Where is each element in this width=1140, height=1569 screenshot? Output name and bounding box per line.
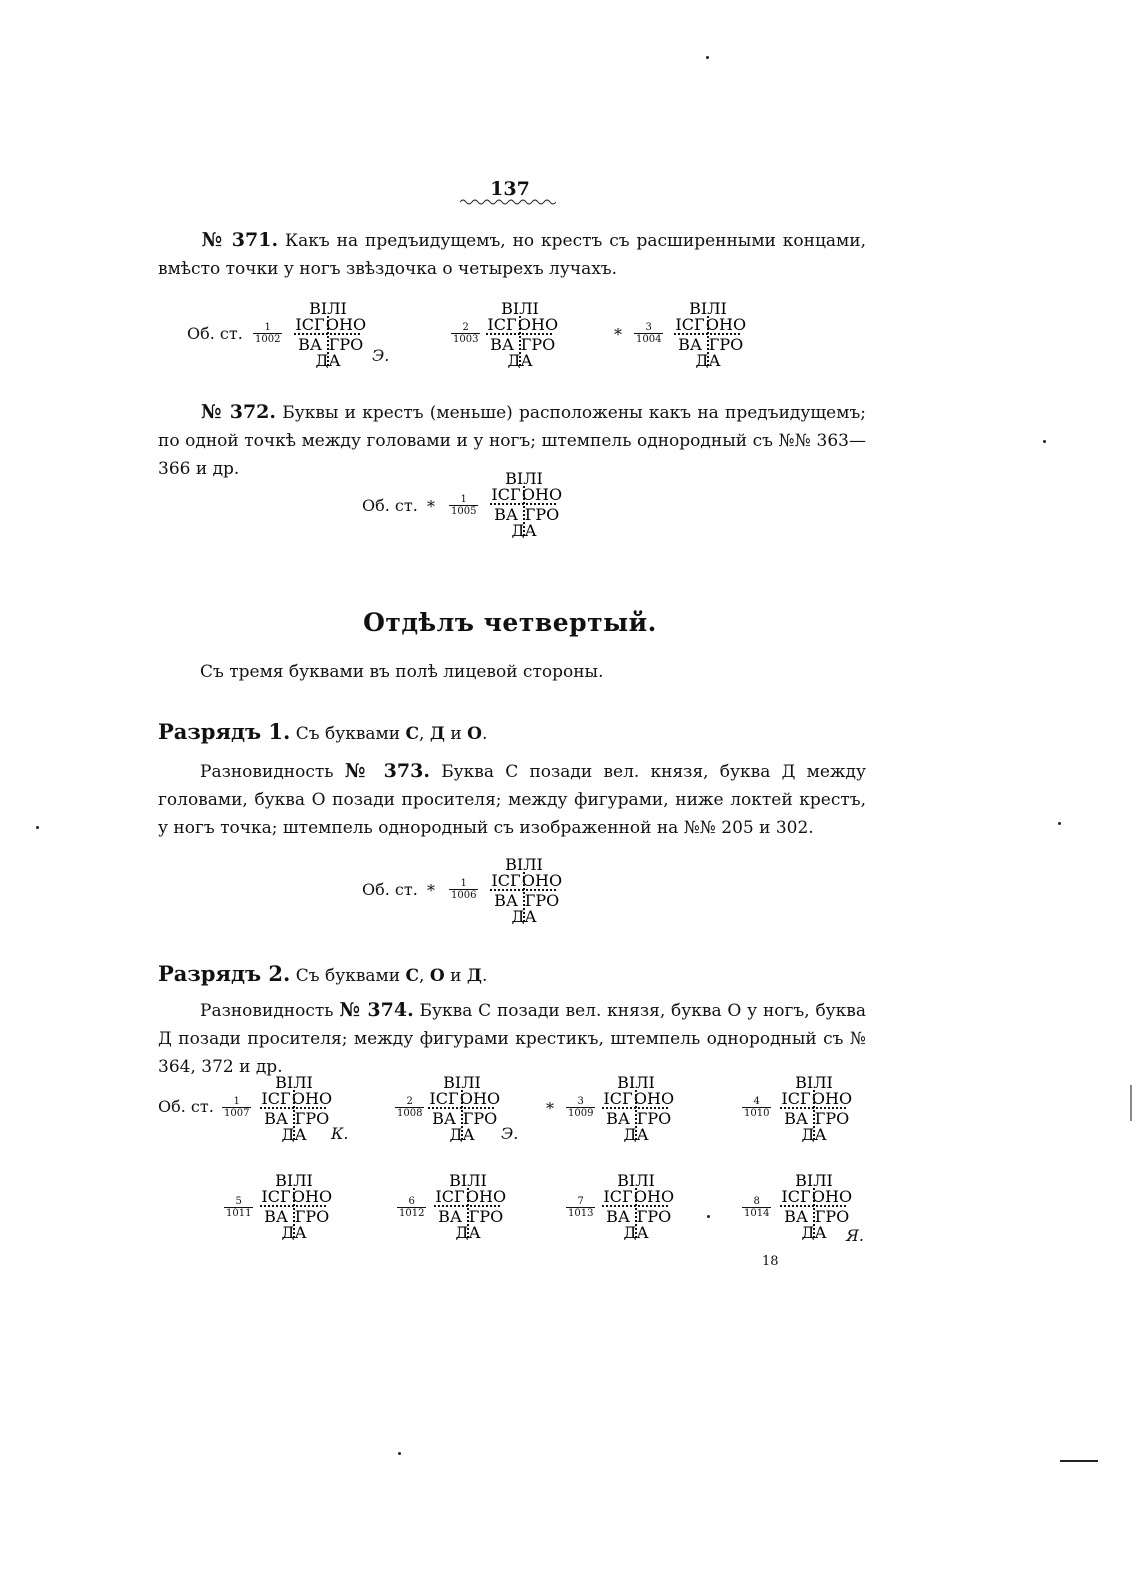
- coin-drawing: [256, 1172, 332, 1240]
- star-mark: *: [546, 1099, 554, 1118]
- coin-fraction: $\frac{8}{1014}$: [744, 1196, 770, 1219]
- coin-fraction: $\frac{6}{1012}$: [399, 1196, 425, 1219]
- scan-speck: [398, 1452, 401, 1455]
- signature-mark: 18: [762, 1254, 779, 1269]
- ob-st-label: Об. ст.: [187, 324, 243, 343]
- coin-fraction: $\frac{3}{1009}$: [568, 1096, 594, 1119]
- coin-mark: К.: [331, 1124, 349, 1143]
- scan-speck: [1058, 822, 1061, 825]
- coin-fraction: $\frac{2}{1008}$: [397, 1096, 423, 1119]
- coin-fraction: $\frac{7}{1013}$: [568, 1196, 594, 1219]
- scan-speck: [36, 826, 39, 829]
- scan-edge-mark: [1130, 1085, 1132, 1121]
- star-mark: *: [614, 325, 622, 344]
- coin-mark: Э.: [372, 346, 390, 365]
- coin-drawing: [670, 300, 746, 368]
- scan-mark: [1060, 1460, 1098, 1462]
- coin-drawing: [486, 470, 562, 538]
- scan-speck: [1043, 440, 1046, 443]
- coin-fraction: $\frac{3}{1004}$: [636, 322, 662, 345]
- coin-fraction: $\frac{1}{1006}$: [451, 878, 477, 901]
- coin-fraction: $\frac{1}{1007}$: [224, 1096, 250, 1119]
- entry-text: Какъ на предъидущемъ, но крестъ съ расширенными концами, вмѣсто точки у ногъ звѣздочка о четырехъ лучахъ.: [158, 231, 867, 279]
- section-subtitle: Съ тремя буквами въ полѣ лицевой стороны.: [200, 662, 604, 682]
- coin-mark: Э.: [501, 1124, 519, 1143]
- page-number: 137: [490, 178, 530, 200]
- razryad-1-heading: Разрядъ 1. Съ буквами С, Д и О.: [158, 719, 488, 744]
- coin-fraction: $\frac{1}{1002}$: [255, 322, 281, 345]
- coin-drawing: [424, 1074, 500, 1142]
- ob-st-label: Об. ст.: [362, 496, 418, 515]
- coin-drawing: [776, 1172, 852, 1240]
- scan-speck: [706, 56, 709, 59]
- star-mark: *: [427, 497, 435, 516]
- coin-mark: Я.: [846, 1226, 865, 1245]
- ob-st-label: Об. ст.: [158, 1097, 214, 1116]
- variant-373: Разновидность № 373. Буква С позади вел. князя, буква Д между головами, буква О позади просителя; между фигурами, ниже локтей крестъ, у ногъ точка; штемпель однородный съ изображенной на №№ 205 и 302.: [158, 760, 867, 838]
- coin-drawing: [598, 1172, 674, 1240]
- coin-drawing: [598, 1074, 674, 1142]
- coin-drawing: [430, 1172, 506, 1240]
- coin-fraction: $\frac{5}{1011}$: [226, 1196, 252, 1219]
- coin-fraction: $\frac{1}{1005}$: [451, 494, 477, 517]
- entry-text: Буквы и крестъ (меньше) расположены какъ на предъидущемъ; по одной точкѣ между головами и у ногъ; штемпель однородный съ №№ 363—366 и др.: [158, 403, 867, 479]
- section-title: Отдѣлъ четвертый.: [363, 608, 657, 637]
- coin-drawing: [482, 300, 558, 368]
- scan-speck: [707, 1215, 710, 1218]
- razryad-2-heading: Разрядъ 2. Съ буквами С, О и Д.: [158, 961, 488, 986]
- ob-st-label: Об. ст.: [362, 880, 418, 899]
- coin-drawing: [290, 300, 366, 368]
- coin-fraction: $\frac{2}{1003}$: [453, 322, 479, 345]
- page-number-ornament: [460, 198, 556, 206]
- coin-drawing: [256, 1074, 332, 1142]
- entry-number: № 371.: [200, 229, 279, 251]
- entry-number: № 372.: [200, 401, 276, 423]
- star-mark: *: [427, 881, 435, 900]
- coin-drawing: [486, 856, 562, 924]
- variant-374: Разновидность № 374. Буква С позади вел. князя, буква О у ногъ, буква Д позади просителя; между фигурами крестикъ, штемпель однородный съ № 364, 372 и др.: [158, 999, 867, 1077]
- coin-fraction: $\frac{4}{1010}$: [744, 1096, 770, 1119]
- entry-371: [158, 226, 866, 283]
- coin-drawing: [776, 1074, 852, 1142]
